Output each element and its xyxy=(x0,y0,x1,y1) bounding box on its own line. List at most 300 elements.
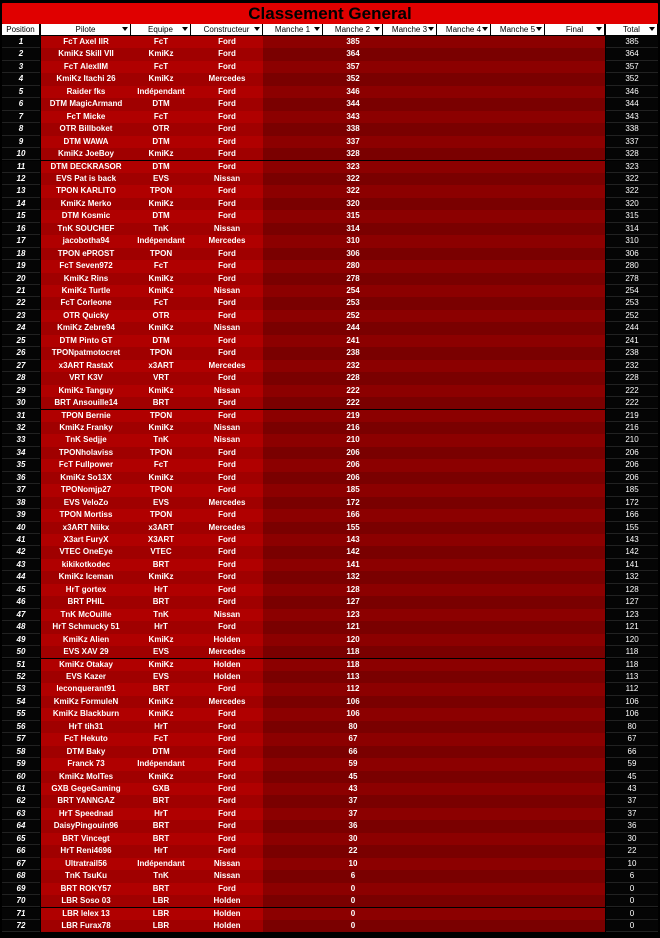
cell-manche5[interactable] xyxy=(491,48,545,60)
cell-constructeur[interactable]: Nissan xyxy=(191,609,263,621)
cell-final[interactable] xyxy=(545,48,605,60)
cell-position[interactable]: 19 xyxy=(2,260,40,272)
cell-constructeur[interactable]: Holden xyxy=(191,908,263,920)
cell-total[interactable]: 216 xyxy=(606,422,658,434)
cell-final[interactable] xyxy=(545,173,605,185)
cell-final[interactable] xyxy=(545,771,605,783)
cell-constructeur[interactable]: Ford xyxy=(191,48,263,60)
cell-pilote[interactable]: x3ART Niikx xyxy=(41,522,131,534)
cell-pilote[interactable]: TPON ePROST xyxy=(41,248,131,260)
cell-position[interactable]: 71 xyxy=(2,908,40,920)
cell-equipe[interactable]: TPON xyxy=(131,447,191,459)
cell-constructeur[interactable]: Ford xyxy=(191,447,263,459)
cell-manche1[interactable] xyxy=(263,36,323,48)
cell-position[interactable]: 25 xyxy=(2,335,40,347)
cell-equipe[interactable]: FcT xyxy=(131,459,191,471)
cell-pilote[interactable]: KmiKz Iceman xyxy=(41,571,131,583)
cell-total[interactable]: 328 xyxy=(606,148,658,160)
cell-final[interactable] xyxy=(545,310,605,322)
filter-dropdown-icon[interactable] xyxy=(314,27,320,31)
cell-manche2[interactable]: 244 xyxy=(323,322,383,334)
cell-manche1[interactable] xyxy=(263,86,323,98)
cell-manche4[interactable] xyxy=(437,397,491,409)
cell-pilote[interactable]: KmiKz JoeBoy xyxy=(41,148,131,160)
cell-manche2[interactable]: 106 xyxy=(323,696,383,708)
cell-manche4[interactable] xyxy=(437,360,491,372)
cell-manche5[interactable] xyxy=(491,895,545,907)
cell-manche2[interactable]: 385 xyxy=(323,36,383,48)
cell-position[interactable]: 26 xyxy=(2,347,40,359)
cell-manche4[interactable] xyxy=(437,870,491,882)
cell-manche4[interactable] xyxy=(437,908,491,920)
cell-manche5[interactable] xyxy=(491,509,545,521)
cell-equipe[interactable]: EVS xyxy=(131,671,191,683)
cell-manche2[interactable]: 10 xyxy=(323,858,383,870)
cell-manche2[interactable]: 0 xyxy=(323,920,383,932)
cell-manche2[interactable]: 210 xyxy=(323,434,383,446)
cell-equipe[interactable]: GXB xyxy=(131,783,191,795)
cell-manche4[interactable] xyxy=(437,671,491,683)
header-manche2[interactable] xyxy=(323,24,383,35)
cell-manche2[interactable]: 112 xyxy=(323,683,383,695)
header-final[interactable] xyxy=(545,24,605,35)
cell-constructeur[interactable]: Ford xyxy=(191,198,263,210)
cell-pilote[interactable]: KmiKz Zebre94 xyxy=(41,322,131,334)
cell-manche4[interactable] xyxy=(437,472,491,484)
cell-manche4[interactable] xyxy=(437,48,491,60)
cell-manche1[interactable] xyxy=(263,534,323,546)
cell-manche3[interactable] xyxy=(383,347,437,359)
cell-equipe[interactable]: LBR xyxy=(131,908,191,920)
cell-constructeur[interactable]: Ford xyxy=(191,310,263,322)
cell-manche4[interactable] xyxy=(437,708,491,720)
cell-manche2[interactable]: 0 xyxy=(323,908,383,920)
cell-manche5[interactable] xyxy=(491,73,545,85)
cell-total[interactable]: 315 xyxy=(606,210,658,222)
cell-final[interactable] xyxy=(545,210,605,222)
cell-manche1[interactable] xyxy=(263,746,323,758)
cell-manche5[interactable] xyxy=(491,845,545,857)
cell-manche5[interactable] xyxy=(491,671,545,683)
cell-pilote[interactable]: KmiKz Blackburn xyxy=(41,708,131,720)
cell-manche3[interactable] xyxy=(383,98,437,110)
cell-constructeur[interactable]: Ford xyxy=(191,571,263,583)
cell-position[interactable]: 22 xyxy=(2,297,40,309)
cell-manche1[interactable] xyxy=(263,908,323,920)
cell-equipe[interactable]: OTR xyxy=(131,310,191,322)
cell-manche3[interactable] xyxy=(383,434,437,446)
cell-manche1[interactable] xyxy=(263,708,323,720)
cell-manche4[interactable] xyxy=(437,696,491,708)
cell-final[interactable] xyxy=(545,858,605,870)
cell-manche1[interactable] xyxy=(263,858,323,870)
cell-manche4[interactable] xyxy=(437,98,491,110)
cell-pilote[interactable]: leconquerant91 xyxy=(41,683,131,695)
cell-total[interactable]: 222 xyxy=(606,385,658,397)
cell-manche4[interactable] xyxy=(437,858,491,870)
cell-total[interactable]: 37 xyxy=(606,808,658,820)
cell-manche2[interactable]: 66 xyxy=(323,746,383,758)
cell-position[interactable]: 17 xyxy=(2,235,40,247)
cell-manche4[interactable] xyxy=(437,634,491,646)
cell-manche4[interactable] xyxy=(437,522,491,534)
cell-manche1[interactable] xyxy=(263,335,323,347)
cell-total[interactable]: 67 xyxy=(606,733,658,745)
cell-manche2[interactable]: 36 xyxy=(323,820,383,832)
cell-final[interactable] xyxy=(545,895,605,907)
cell-constructeur[interactable]: Holden xyxy=(191,634,263,646)
cell-constructeur[interactable]: Ford xyxy=(191,136,263,148)
cell-manche1[interactable] xyxy=(263,173,323,185)
cell-pilote[interactable]: FcT Seven972 xyxy=(41,260,131,272)
cell-manche5[interactable] xyxy=(491,733,545,745)
cell-manche5[interactable] xyxy=(491,795,545,807)
cell-total[interactable]: 253 xyxy=(606,297,658,309)
cell-manche4[interactable] xyxy=(437,596,491,608)
cell-final[interactable] xyxy=(545,273,605,285)
cell-position[interactable]: 2 xyxy=(2,48,40,60)
cell-manche5[interactable] xyxy=(491,609,545,621)
cell-manche2[interactable]: 241 xyxy=(323,335,383,347)
cell-pilote[interactable]: TnK TsuKu xyxy=(41,870,131,882)
cell-final[interactable] xyxy=(545,123,605,135)
cell-manche3[interactable] xyxy=(383,136,437,148)
cell-equipe[interactable]: x3ART xyxy=(131,360,191,372)
cell-pilote[interactable]: FcT Corleone xyxy=(41,297,131,309)
cell-manche3[interactable] xyxy=(383,248,437,260)
cell-manche5[interactable] xyxy=(491,372,545,384)
cell-manche4[interactable] xyxy=(437,223,491,235)
cell-position[interactable]: 57 xyxy=(2,733,40,745)
cell-equipe[interactable]: DTM xyxy=(131,161,191,173)
cell-manche5[interactable] xyxy=(491,185,545,197)
cell-manche2[interactable]: 228 xyxy=(323,372,383,384)
cell-manche5[interactable] xyxy=(491,820,545,832)
cell-constructeur[interactable]: Ford xyxy=(191,820,263,832)
cell-manche1[interactable] xyxy=(263,185,323,197)
cell-final[interactable] xyxy=(545,634,605,646)
cell-constructeur[interactable]: Ford xyxy=(191,771,263,783)
cell-manche3[interactable] xyxy=(383,73,437,85)
cell-constructeur[interactable]: Mercedes xyxy=(191,522,263,534)
cell-manche5[interactable] xyxy=(491,385,545,397)
cell-manche1[interactable] xyxy=(263,596,323,608)
cell-pilote[interactable]: VTEC OneEye xyxy=(41,546,131,558)
cell-manche5[interactable] xyxy=(491,659,545,671)
cell-manche3[interactable] xyxy=(383,696,437,708)
cell-manche4[interactable] xyxy=(437,683,491,695)
cell-equipe[interactable]: BRT xyxy=(131,795,191,807)
cell-pilote[interactable]: OTR Billboket xyxy=(41,123,131,135)
cell-manche5[interactable] xyxy=(491,559,545,571)
cell-manche5[interactable] xyxy=(491,883,545,895)
cell-total[interactable]: 166 xyxy=(606,509,658,521)
cell-position[interactable]: 66 xyxy=(2,845,40,857)
cell-equipe[interactable]: LBR xyxy=(131,895,191,907)
cell-manche5[interactable] xyxy=(491,310,545,322)
cell-manche1[interactable] xyxy=(263,223,323,235)
cell-constructeur[interactable]: Ford xyxy=(191,845,263,857)
cell-manche4[interactable] xyxy=(437,422,491,434)
cell-position[interactable]: 64 xyxy=(2,820,40,832)
cell-manche2[interactable]: 357 xyxy=(323,61,383,73)
cell-constructeur[interactable]: Mercedes xyxy=(191,646,263,658)
cell-final[interactable] xyxy=(545,185,605,197)
cell-manche1[interactable] xyxy=(263,845,323,857)
cell-manche3[interactable] xyxy=(383,297,437,309)
cell-position[interactable]: 48 xyxy=(2,621,40,633)
cell-total[interactable]: 337 xyxy=(606,136,658,148)
cell-manche5[interactable] xyxy=(491,746,545,758)
cell-manche1[interactable] xyxy=(263,783,323,795)
cell-manche3[interactable] xyxy=(383,671,437,683)
cell-final[interactable] xyxy=(545,522,605,534)
cell-constructeur[interactable]: Nissan xyxy=(191,173,263,185)
cell-constructeur[interactable]: Ford xyxy=(191,833,263,845)
cell-constructeur[interactable]: Ford xyxy=(191,509,263,521)
cell-equipe[interactable]: TnK xyxy=(131,434,191,446)
cell-manche1[interactable] xyxy=(263,422,323,434)
cell-final[interactable] xyxy=(545,297,605,309)
header-manche1[interactable] xyxy=(263,24,323,35)
cell-final[interactable] xyxy=(545,845,605,857)
cell-constructeur[interactable]: Ford xyxy=(191,148,263,160)
cell-manche2[interactable]: 172 xyxy=(323,497,383,509)
cell-manche5[interactable] xyxy=(491,434,545,446)
cell-manche5[interactable] xyxy=(491,210,545,222)
cell-total[interactable]: 66 xyxy=(606,746,658,758)
cell-constructeur[interactable]: Ford xyxy=(191,210,263,222)
cell-manche4[interactable] xyxy=(437,571,491,583)
cell-constructeur[interactable]: Ford xyxy=(191,297,263,309)
cell-manche4[interactable] xyxy=(437,497,491,509)
cell-manche2[interactable]: 6 xyxy=(323,870,383,882)
cell-equipe[interactable]: KmiKz xyxy=(131,385,191,397)
cell-equipe[interactable]: Indépendant xyxy=(131,86,191,98)
cell-pilote[interactable]: OTR Quicky xyxy=(41,310,131,322)
cell-total[interactable]: 143 xyxy=(606,534,658,546)
cell-total[interactable]: 155 xyxy=(606,522,658,534)
cell-position[interactable]: 8 xyxy=(2,123,40,135)
cell-manche2[interactable]: 113 xyxy=(323,671,383,683)
cell-manche3[interactable] xyxy=(383,584,437,596)
cell-final[interactable] xyxy=(545,360,605,372)
cell-constructeur[interactable]: Ford xyxy=(191,98,263,110)
cell-constructeur[interactable]: Ford xyxy=(191,484,263,496)
cell-position[interactable]: 34 xyxy=(2,447,40,459)
header-total[interactable] xyxy=(606,24,658,35)
cell-position[interactable]: 63 xyxy=(2,808,40,820)
cell-final[interactable] xyxy=(545,795,605,807)
cell-final[interactable] xyxy=(545,447,605,459)
cell-constructeur[interactable]: Ford xyxy=(191,534,263,546)
cell-constructeur[interactable]: Ford xyxy=(191,808,263,820)
cell-equipe[interactable]: KmiKz xyxy=(131,285,191,297)
filter-dropdown-icon[interactable] xyxy=(649,27,655,31)
cell-manche4[interactable] xyxy=(437,795,491,807)
cell-manche4[interactable] xyxy=(437,509,491,521)
cell-constructeur[interactable]: Holden xyxy=(191,671,263,683)
cell-pilote[interactable]: HrT Schmucky 51 xyxy=(41,621,131,633)
cell-manche4[interactable] xyxy=(437,434,491,446)
cell-manche2[interactable]: 206 xyxy=(323,447,383,459)
cell-manche4[interactable] xyxy=(437,410,491,422)
cell-manche4[interactable] xyxy=(437,347,491,359)
cell-final[interactable] xyxy=(545,733,605,745)
cell-total[interactable]: 219 xyxy=(606,410,658,422)
cell-manche5[interactable] xyxy=(491,771,545,783)
cell-constructeur[interactable]: Ford xyxy=(191,783,263,795)
cell-manche3[interactable] xyxy=(383,683,437,695)
cell-manche5[interactable] xyxy=(491,484,545,496)
cell-manche3[interactable] xyxy=(383,111,437,123)
cell-manche2[interactable]: 323 xyxy=(323,161,383,173)
cell-pilote[interactable]: HrT tih31 xyxy=(41,721,131,733)
cell-manche3[interactable] xyxy=(383,385,437,397)
cell-manche5[interactable] xyxy=(491,173,545,185)
cell-total[interactable]: 185 xyxy=(606,484,658,496)
cell-pilote[interactable]: LBR Furax78 xyxy=(41,920,131,932)
cell-manche2[interactable]: 155 xyxy=(323,522,383,534)
cell-pilote[interactable]: LBR lelex 13 xyxy=(41,908,131,920)
cell-position[interactable]: 54 xyxy=(2,696,40,708)
cell-pilote[interactable]: LBR Soso 03 xyxy=(41,895,131,907)
cell-manche4[interactable] xyxy=(437,285,491,297)
cell-equipe[interactable]: EVS xyxy=(131,173,191,185)
cell-pilote[interactable]: BRT Vincegt xyxy=(41,833,131,845)
cell-manche5[interactable] xyxy=(491,136,545,148)
cell-manche1[interactable] xyxy=(263,285,323,297)
cell-position[interactable]: 24 xyxy=(2,322,40,334)
cell-manche5[interactable] xyxy=(491,285,545,297)
cell-manche1[interactable] xyxy=(263,771,323,783)
cell-constructeur[interactable]: Mercedes xyxy=(191,73,263,85)
cell-total[interactable]: 127 xyxy=(606,596,658,608)
cell-manche5[interactable] xyxy=(491,273,545,285)
cell-total[interactable]: 322 xyxy=(606,185,658,197)
cell-manche1[interactable] xyxy=(263,758,323,770)
cell-pilote[interactable]: kikikotkodec xyxy=(41,559,131,571)
cell-position[interactable]: 27 xyxy=(2,360,40,372)
cell-final[interactable] xyxy=(545,609,605,621)
cell-manche1[interactable] xyxy=(263,484,323,496)
cell-equipe[interactable]: X3ART xyxy=(131,534,191,546)
cell-total[interactable]: 0 xyxy=(606,883,658,895)
cell-constructeur[interactable]: Ford xyxy=(191,335,263,347)
cell-final[interactable] xyxy=(545,659,605,671)
cell-total[interactable]: 346 xyxy=(606,86,658,98)
cell-final[interactable] xyxy=(545,148,605,160)
cell-manche4[interactable] xyxy=(437,447,491,459)
cell-total[interactable]: 385 xyxy=(606,36,658,48)
cell-position[interactable]: 55 xyxy=(2,708,40,720)
cell-constructeur[interactable]: Ford xyxy=(191,410,263,422)
cell-manche3[interactable] xyxy=(383,86,437,98)
cell-manche4[interactable] xyxy=(437,746,491,758)
cell-manche1[interactable] xyxy=(263,322,323,334)
cell-equipe[interactable]: VTEC xyxy=(131,546,191,558)
cell-final[interactable] xyxy=(545,596,605,608)
cell-total[interactable]: 6 xyxy=(606,870,658,882)
cell-equipe[interactable]: BRT xyxy=(131,397,191,409)
cell-manche2[interactable]: 22 xyxy=(323,845,383,857)
cell-position[interactable]: 1 xyxy=(2,36,40,48)
cell-manche1[interactable] xyxy=(263,161,323,173)
cell-manche2[interactable]: 314 xyxy=(323,223,383,235)
cell-constructeur[interactable]: Nissan xyxy=(191,870,263,882)
cell-position[interactable]: 67 xyxy=(2,858,40,870)
cell-manche3[interactable] xyxy=(383,148,437,160)
cell-equipe[interactable]: TnK xyxy=(131,223,191,235)
cell-pilote[interactable]: BRT ROKY57 xyxy=(41,883,131,895)
cell-manche5[interactable] xyxy=(491,148,545,160)
cell-manche2[interactable]: 43 xyxy=(323,783,383,795)
cell-total[interactable]: 310 xyxy=(606,235,658,247)
cell-constructeur[interactable]: Ford xyxy=(191,596,263,608)
cell-equipe[interactable]: HrT xyxy=(131,584,191,596)
cell-equipe[interactable]: FcT xyxy=(131,61,191,73)
cell-manche1[interactable] xyxy=(263,721,323,733)
cell-manche4[interactable] xyxy=(437,61,491,73)
cell-total[interactable]: 123 xyxy=(606,609,658,621)
cell-manche1[interactable] xyxy=(263,210,323,222)
cell-position[interactable]: 61 xyxy=(2,783,40,795)
cell-manche3[interactable] xyxy=(383,534,437,546)
cell-manche1[interactable] xyxy=(263,385,323,397)
cell-manche1[interactable] xyxy=(263,148,323,160)
cell-final[interactable] xyxy=(545,385,605,397)
cell-equipe[interactable]: TPON xyxy=(131,185,191,197)
cell-manche1[interactable] xyxy=(263,671,323,683)
cell-manche4[interactable] xyxy=(437,310,491,322)
cell-total[interactable]: 43 xyxy=(606,783,658,795)
cell-manche3[interactable] xyxy=(383,721,437,733)
cell-manche5[interactable] xyxy=(491,833,545,845)
cell-final[interactable] xyxy=(545,235,605,247)
cell-manche1[interactable] xyxy=(263,870,323,882)
cell-manche3[interactable] xyxy=(383,123,437,135)
cell-pilote[interactable]: TnK Sedjje xyxy=(41,434,131,446)
cell-manche5[interactable] xyxy=(491,497,545,509)
cell-manche3[interactable] xyxy=(383,845,437,857)
cell-manche3[interactable] xyxy=(383,522,437,534)
cell-manche4[interactable] xyxy=(437,148,491,160)
cell-constructeur[interactable]: Nissan xyxy=(191,322,263,334)
cell-equipe[interactable]: HrT xyxy=(131,721,191,733)
cell-manche3[interactable] xyxy=(383,795,437,807)
cell-manche5[interactable] xyxy=(491,858,545,870)
cell-equipe[interactable]: BRT xyxy=(131,833,191,845)
cell-pilote[interactable]: FcT AlexIIM xyxy=(41,61,131,73)
cell-constructeur[interactable]: Ford xyxy=(191,397,263,409)
cell-manche5[interactable] xyxy=(491,708,545,720)
cell-pilote[interactable]: FcT Fullpower xyxy=(41,459,131,471)
cell-pilote[interactable]: EVS XAV 29 xyxy=(41,646,131,658)
cell-equipe[interactable]: KmiKz xyxy=(131,148,191,160)
cell-manche3[interactable] xyxy=(383,870,437,882)
cell-equipe[interactable]: KmiKz xyxy=(131,322,191,334)
cell-position[interactable]: 11 xyxy=(2,161,40,173)
cell-manche3[interactable] xyxy=(383,883,437,895)
cell-pilote[interactable]: GXB GegeGaming xyxy=(41,783,131,795)
cell-total[interactable]: 106 xyxy=(606,708,658,720)
cell-manche1[interactable] xyxy=(263,795,323,807)
cell-manche3[interactable] xyxy=(383,422,437,434)
cell-equipe[interactable]: HrT xyxy=(131,808,191,820)
cell-final[interactable] xyxy=(545,683,605,695)
cell-position[interactable]: 42 xyxy=(2,546,40,558)
cell-manche3[interactable] xyxy=(383,310,437,322)
